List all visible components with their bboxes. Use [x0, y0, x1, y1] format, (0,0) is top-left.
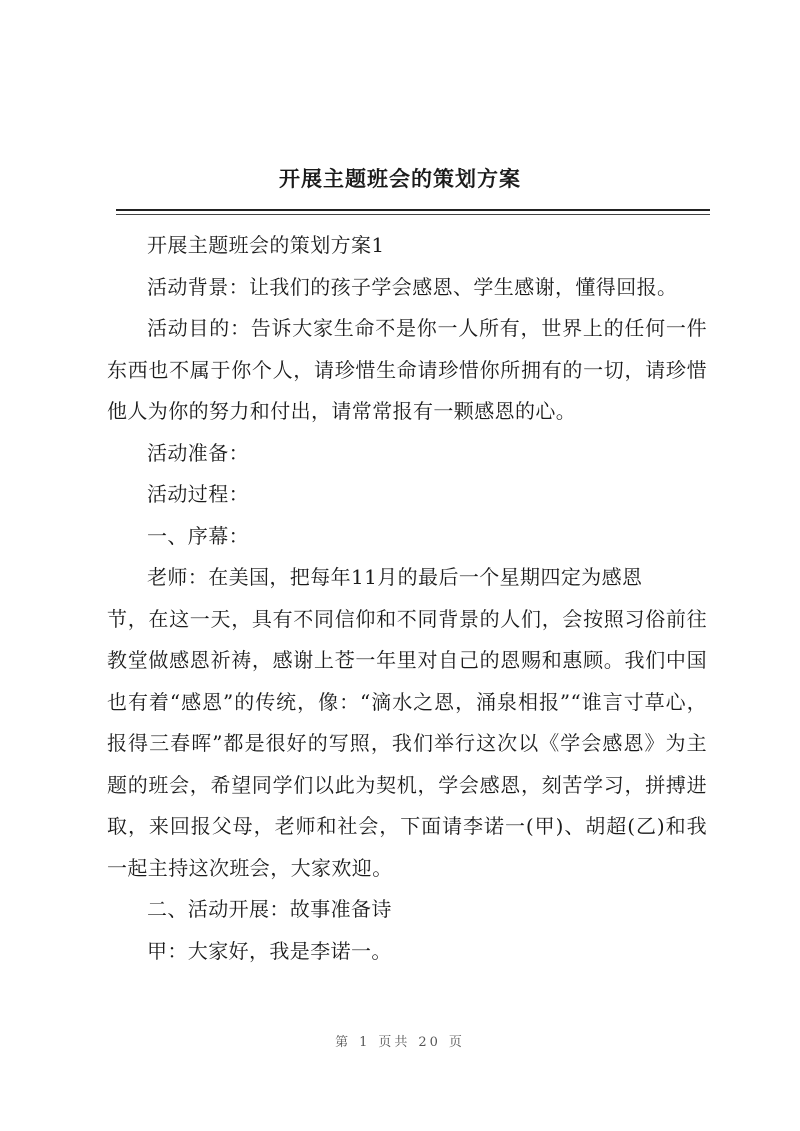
footer-label-of: 页共 [378, 1035, 411, 1050]
footer-label-pages: 页 [448, 1035, 465, 1050]
paragraph-teacher-continued: 节，在这一天，具有不同信仰和不同背景的人们，会按照习俗前往教堂做感恩祈祷，感谢上苍一年里对自己的恩赐和惠顾。我们中国也有着“感恩”的传统，像：“滴水之恩，涌泉相报”“谁言寸草心，报得三春晖”都是很好的写照，我们举行这次以《学会感恩》为主题的班会，希望同学们以此为契机，学会感恩，刻苦学习，拼搏进取，来回报父母，老师和社会，下面请李诺一(甲)、胡超(乙)和我一起主持这次班会，大家欢迎。 [107, 606, 707, 880]
paragraph-purpose: 活动目的：告诉大家生命不是你一人所有，世界上的任何一件东西也不属于你个人，请珍惜生命请珍惜你所拥有的一切，请珍惜他人为你的努力和付出，请常常报有一颗感恩的心。 [107, 316, 707, 423]
section-heading: 开展主题班会的策划方案1 [147, 233, 385, 257]
footer-total-pages: 20 [418, 1035, 441, 1050]
paragraph-background: 活动背景：让我们的孩子学会感恩、学生感谢，懂得回报。 [147, 274, 678, 299]
paragraph-preparation: 活动准备： [147, 440, 249, 465]
paragraph-activity: 二、活动开展：故事准备诗 [147, 897, 392, 921]
title-divider-thin [116, 214, 710, 215]
title-divider [116, 209, 710, 211]
footer-label-page: 第 [335, 1035, 352, 1050]
paragraph-process: 活动过程： [147, 482, 249, 506]
document-body [107, 225, 707, 972]
document-title: 开展主题班会的策划方案 [279, 166, 521, 191]
paragraph-prologue: 一、序幕： [147, 523, 249, 548]
paragraph-teacher: 老师：在美国，把每年11月的最后一个星期四定为感恩 [147, 565, 643, 589]
footer-current-page: 1 [359, 1035, 371, 1050]
paragraph-host-a: 甲：大家好，我是李诺一。 [147, 938, 392, 963]
page-footer [0, 1031, 800, 1050]
